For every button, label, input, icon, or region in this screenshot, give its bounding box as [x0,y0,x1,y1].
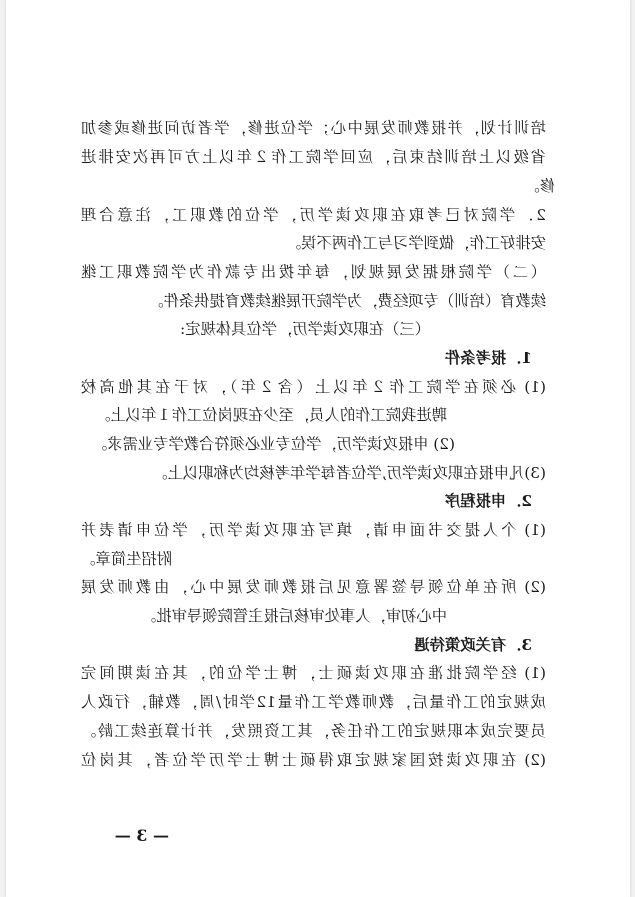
text-line: 省级以上培训结束后，应回学院工作２年以上方可再次安排进 [81,148,546,166]
page-number: — 3 — [114,826,169,845]
text-line: (1) 必须在学院工作２年以上（含２年），对于在其他高校 [81,378,546,396]
text-line: (1) 个人提交书面申请，填写在职攻读学历，学位申请表并 [81,521,546,539]
document-page [6,0,630,897]
text-line: 员要完成本职规定的工作任务，其工资照发，并计算连续工龄。 [81,722,546,740]
text-line: 培训计划，并报教师发展中心；学位进修，学者访问进修或参加 [81,119,546,137]
text-line: 续教育（培训）专项经费，为学院开展继续教育提供条件。 [148,292,546,310]
text-line: 2．学院对已考取在职攻读学历，学位的教职工，注意合理 [81,206,546,224]
mirrored-content [6,0,630,897]
text-line: 聘进我院工作的人员，至少在现岗位工作１年以上。 [95,406,447,424]
text-line: (2) 申报攻读学历，学位专业必须符合教学专业需求。 [91,435,455,453]
text-line: (2) 在职攻读按国家规定取得硕士博士学历学位者，其岗位 [81,751,546,769]
text-line: 中心初审，人事处审核后报主管院领导审批。 [141,607,447,625]
text-line: (2) 所在单位领导签署意见后报教师发展中心，由教师发展 [81,578,546,596]
text-line: 成规定的工作量后，教师教学工作量12学时/周，教辅，行政人 [81,693,546,711]
section-heading: 3．有关政策待遇 [414,636,532,654]
section-heading: 1．报考条件 [444,349,532,367]
text-line: 附招生简章。 [80,550,172,568]
text-line: (1) 经学院批准在职攻读硕士，博士学位的，其在读期间完 [81,664,546,682]
text-line: （三）在职攻读学历，学位具体规定: [180,320,430,338]
text-line: （二）学院根据发展规划，每年拨出专款作为学院教职工继 [81,263,546,281]
section-heading: 2．申报程序 [444,492,532,510]
text-line: 修。 [524,177,555,195]
text-line: 安排好工作，做到学习与工作两不误。 [285,234,546,252]
text-line: (3)凡申报在职攻读学历,学位者每学年考核均为称职以上。 [152,464,546,482]
